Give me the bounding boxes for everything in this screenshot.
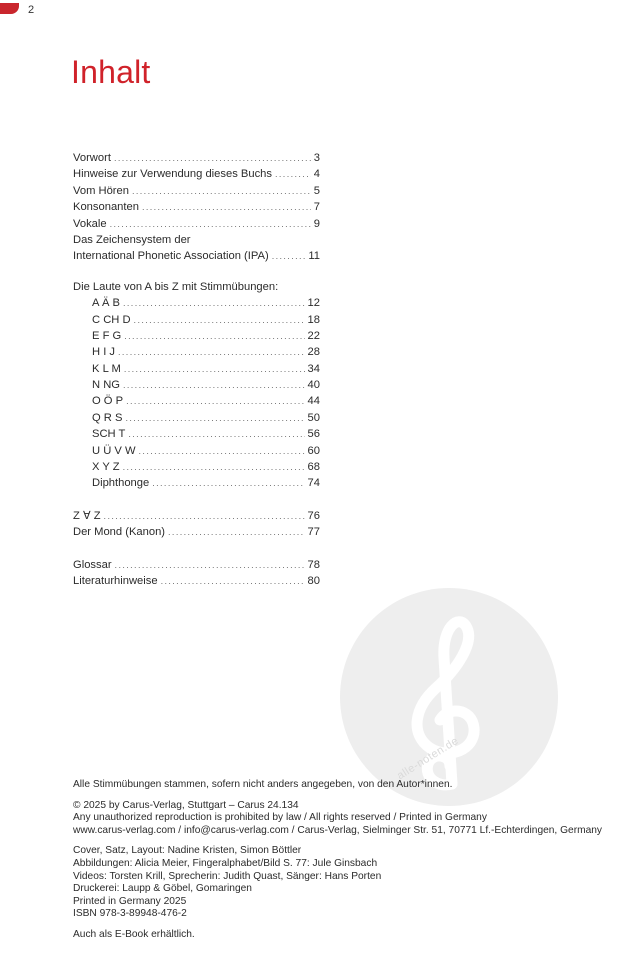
toc-group-extras [73,508,320,541]
toc-entry [73,312,320,328]
rights-line: Any unauthorized reproduction is prohibited by law / All rights reserved / Printed in Germany [73,812,487,824]
toc-entry [73,508,320,524]
toc-entry-page: 50 [307,411,320,424]
toc-leader [110,216,311,232]
toc-group-intro [73,150,320,265]
toc-leader [272,248,306,264]
toc-section-heading: Die Laute von A bis Z mit Stimmübungen: [73,280,279,293]
toc-leader [132,183,311,199]
toc-leader [161,573,305,589]
toc-leader [123,377,305,393]
copyright-line: © 2025 by Carus-Verlag, Stuttgart – Carus 24.134 [73,799,299,811]
toc-entry-page: 78 [307,558,320,571]
toc-leader [123,295,305,311]
toc-entry-label: Vokale [73,217,107,230]
credit-illustrations: Abbildungen: Alicia Meier, Fingeralphabet/Bild S. 77: Jule Ginsbach [73,857,378,869]
treble-clef-icon [340,588,558,806]
toc-entry-page: 74 [307,477,320,490]
watermark-disc [340,588,558,806]
imprint [73,779,633,942]
toc-entry [73,150,320,166]
toc-entry [73,248,320,264]
credit-printer: Druckerei: Laupp & Göbel, Gomaringen [73,883,252,895]
toc-entry-label: Das Zeichensystem der [73,233,191,246]
toc-entry-page: 18 [307,313,320,326]
toc-entry [73,377,320,393]
toc-entry [73,459,320,475]
page-number: 2 [28,4,35,16]
toc-leader [118,344,305,360]
toc-entry [73,475,320,491]
toc-entry-label: C CH D [92,313,131,326]
toc-entry-page: 77 [307,526,320,539]
toc-entry-label: A Ä B [92,297,120,310]
watermark-text: alle-noten.de [395,734,461,783]
toc-entry-label: K L M [92,362,121,375]
toc-entry-page: 28 [307,346,320,359]
corner-marker [0,3,19,14]
toc-entry [73,295,320,311]
toc-entry-label: Vorwort [73,151,111,164]
toc-entry [73,183,320,199]
toc-leader [128,426,304,442]
credit-videos: Videos: Torsten Krill, Sprecherin: Judith Quast, Sänger: Hans Porten [73,870,382,882]
toc-entry-label: Diphthonge [92,477,150,490]
toc-entry-label: Z ∀ Z [73,509,101,522]
toc-entry-label: N NG [92,379,120,392]
toc-entry-page: 68 [307,461,320,474]
toc-entry [73,166,320,182]
toc-entry-label: Der Mond (Kanon) [73,526,166,539]
toc-leader [139,443,305,459]
toc-entry [73,410,320,426]
toc-entry-label: X Y Z [92,461,120,474]
toc-entry-label: U Ü V W [92,444,136,457]
toc-leader [168,524,305,540]
toc-entry-page: 60 [307,444,320,457]
table-of-contents [73,150,320,589]
toc-leader [115,557,305,573]
toc-entry-page: 22 [307,329,320,342]
toc-leader [125,410,304,426]
toc-entry-label: E F G [92,329,122,342]
toc-leader [123,459,305,475]
toc-entry [73,393,320,409]
toc-entry-page: 44 [307,395,320,408]
toc-entry [73,524,320,540]
toc-entry-label: Glossar [73,558,112,571]
toc-entry-label: SCH T [92,428,126,441]
toc-entry-label: Hinweise zur Verwendung dieses Buchs [73,168,272,181]
toc-entry [73,199,320,215]
toc-entry-page: 7 [313,201,320,214]
printed-line: Printed in Germany 2025 [73,895,187,907]
toc-entry [73,426,320,442]
toc-entry-page: 80 [307,574,320,587]
toc-entry-page: 4 [313,168,320,181]
toc-entry-page: 5 [313,184,320,197]
toc-entry-page: 76 [307,509,320,522]
contact-line: www.carus-verlag.com / info@carus-verlag.com / Carus-Verlag, Sielminger Str. 51, 70771 Lf.-Echterdingen, Germany [73,824,602,836]
toc-leader [142,199,311,215]
toc-entry [73,216,320,232]
toc-leader [134,312,305,328]
toc-entry-label: Konsonanten [73,201,139,214]
toc-entry-label: H I J [92,346,115,359]
toc-entry-page: 9 [313,217,320,230]
toc-leader [104,508,305,524]
toc-entry-label: International Phonetic Association (IPA) [73,250,269,263]
toc-entry-label: Q R S [92,411,123,424]
toc-entry-page: 11 [308,250,320,263]
toc-leader [114,150,311,166]
toc-leader [124,361,305,377]
attribution-note: Alle Stimmübungen stammen, sofern nicht anders angegeben, von den Autor*innen. [73,779,453,790]
toc-group-appendix [73,557,320,590]
toc-entry-label: Vom Hören [73,184,129,197]
toc-entry [73,573,320,589]
toc-leader [152,475,304,491]
toc-entry-label: O Ö P [92,395,124,408]
isbn-line: ISBN 978-3-89948-476-2 [73,908,187,920]
toc-group-sounds [73,279,320,492]
toc-entry [73,557,320,573]
toc-entry-page: 34 [307,362,320,375]
toc-leader [124,328,304,344]
toc-entry [73,443,320,459]
credit-cover: Cover, Satz, Layout: Nadine Kristen, Simon Böttler [73,845,302,857]
toc-entry [73,328,320,344]
toc-entry [73,344,320,360]
toc-entry-label: Literaturhinweise [73,574,158,587]
toc-entry-page: 3 [313,151,320,164]
ebook-note: Auch als E-Book erhältlich. [73,928,195,940]
toc-entry-page: 56 [307,428,320,441]
toc-leader [275,166,311,182]
toc-leader [126,393,304,409]
toc-entry [73,361,320,377]
toc-entry-page: 12 [307,297,320,310]
toc-entry-page: 40 [307,379,320,392]
page-title: Inhalt [71,54,151,90]
